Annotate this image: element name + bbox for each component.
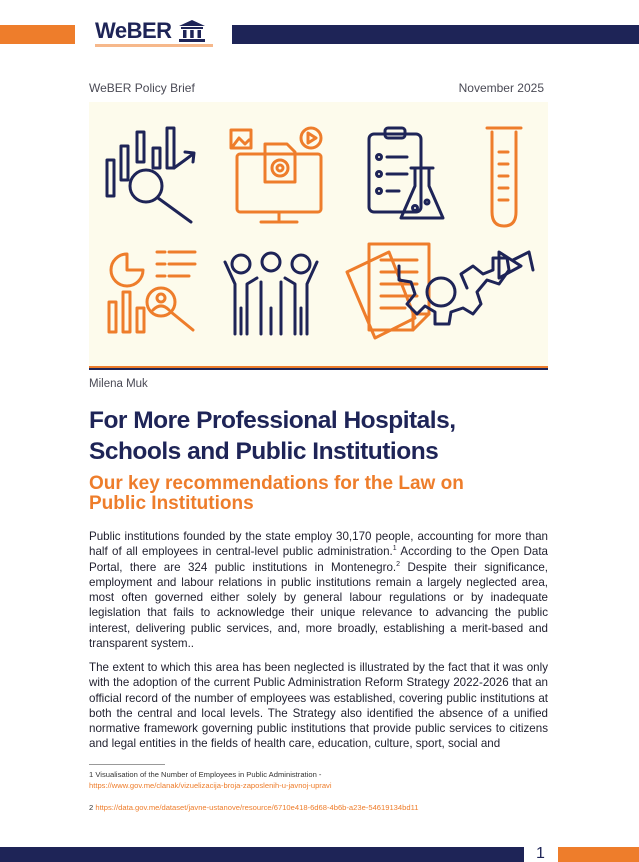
chart-magnifier-icon xyxy=(107,128,194,222)
brief-label: WeBER Policy Brief xyxy=(89,81,195,95)
subtitle-line-1: Our key recommendations for the Law on xyxy=(89,473,464,494)
footnote-2-link[interactable]: https://data.gov.me/dataset/javne-ustanove/resource/6710e418-6d68-4b6b-a23e-54619134bd11 xyxy=(95,803,419,812)
logo-text: WeBER xyxy=(95,18,172,43)
test-tube-icon xyxy=(487,128,521,226)
title-line-1: For More Professional Hospitals, xyxy=(89,407,456,434)
computer-media-icon xyxy=(231,128,321,222)
gear-chart-icon xyxy=(399,252,533,324)
page-subtitle xyxy=(89,474,539,514)
clipboard-flask-icon xyxy=(369,128,443,218)
header-accent-navy xyxy=(232,25,639,44)
weber-logo xyxy=(95,18,213,52)
footer-accent-orange xyxy=(558,847,639,862)
people-group-icon xyxy=(225,253,317,334)
footnote-1 xyxy=(89,769,332,791)
footnote-1-link[interactable]: https://www.gov.me/clanak/vizuelizacija-broja-zaposlenih-u-javnoj-upravi xyxy=(89,781,332,790)
logo-tagline xyxy=(95,44,213,47)
cover-illustration xyxy=(89,102,548,366)
page-number: 1 xyxy=(536,845,545,862)
footnote-2-num: 2 xyxy=(89,803,96,812)
footnote-ref-1[interactable]: 1 xyxy=(392,545,397,553)
subtitle-line-2: Public Institutions xyxy=(89,493,254,514)
documents-icon xyxy=(347,244,429,338)
footer-accent-navy xyxy=(0,847,524,862)
report-analytics-icon xyxy=(109,252,195,332)
title-line-2: Schools and Public Institutions xyxy=(89,438,439,465)
footnote-1-text: 1 Visualisation of the Number of Employees in Public Administration - xyxy=(89,770,322,779)
body-paragraph-1: Public institutions founded by the state employ 30,170 people, accounting for more than half of all employees in central-level public administration.$^1$ According to the Open Data Portal, there are 324 public institutions in Montenegro.$^2$ Despite their significance, employment and labour relations in public institutions remain a largely neglected area, most often governed either solely by general labour regulations or by inadequate legislation that fails to acknowledge their unique relevance to advancing the public interest, delivering public services, and, more broadly, establishing a merit-based and transparent system.. xyxy=(89,530,548,651)
author-name: Milena Muk xyxy=(89,378,148,390)
footnote-divider xyxy=(89,764,165,765)
footnote-ref-2[interactable]: 2 xyxy=(396,560,401,568)
body-paragraph-2: The extent to which this area has been neglected is illustrated by the fact that it was only with the adoption of the current Public Administration Reform Strategy 2022-2026 that an official record of the number of employees was established, covering public institutions at both the central and local levels. The Strategy also identified the absence of a unified normative framework governing public institutions that provide public services to citizens and legal entities in the fields of health care, education, culture, sport, social and xyxy=(89,661,548,751)
institution-building-icon xyxy=(179,20,205,42)
footnote-2 xyxy=(89,802,418,813)
page-title xyxy=(89,405,559,467)
brief-date: November 2025 xyxy=(458,81,544,95)
header-accent-orange xyxy=(0,25,75,44)
divider-navy xyxy=(89,368,548,370)
